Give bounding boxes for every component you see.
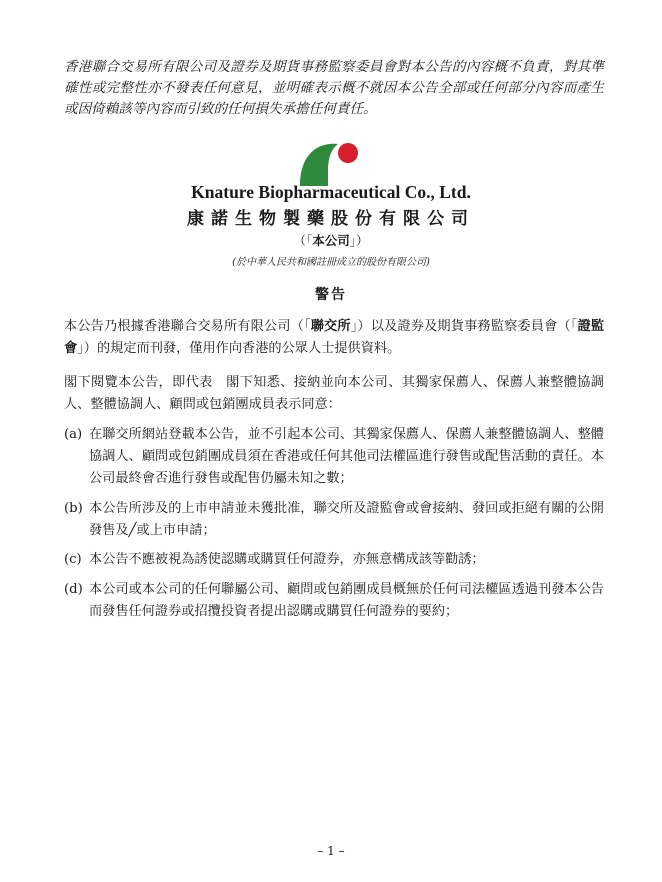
para1-text-3: 」）的規定而刊發，僅用作向香港的公眾人士提供資料。 — [77, 341, 401, 356]
list-item-label: (d) — [64, 582, 83, 597]
page-number: – 1 – — [317, 844, 345, 858]
para1-term-exchange: 聯交所 — [310, 319, 351, 334]
list-item-label: (c) — [64, 552, 82, 567]
para1-term-sfc: 證監會 — [64, 319, 605, 356]
list-item-text: 本公告不應被視為誘使認購或購買任何證券，亦無意構成該等勸誘； — [89, 552, 485, 567]
list-item-text: 在聯交所網站登載本公告，並不引起本公司、其獨家保薦人、保薦人兼整體協調人、整體協調人、顧問或包銷團成員須在香港或任何其他司法權區進行發售或配售活動的責任。本公司最終會否進行發售或配售仍屬未知之數； — [89, 427, 604, 486]
para1-text-1: 本公告乃根據香港聯合交易所有限公司（「 — [64, 319, 311, 334]
disclaimer-text: 香港聯合交易所有限公司及證券及期貨事務監察委員會對本公告的內容概不負責，對其準確性或完整性亦不發表任何意見，並明確表示概不就因本公告全部或任何部分內容而產生或因倚賴該等內容而引致的任何損失承擔任何責任。 — [64, 59, 604, 117]
paragraph-acknowledgement: 閣下閱覽本公告，即代表 閣下知悉、接納並向本公司、其獨家保薦人、保薦人兼整體協調人、整體協調人、顧問或包銷團成員表示同意： — [64, 375, 604, 412]
company-logo — [298, 138, 364, 188]
warning-heading: 警告 — [315, 287, 347, 303]
company-name-en: Knature Biopharmaceutical Co., Ltd. — [191, 182, 471, 202]
abbrev-suffix: 」） — [349, 233, 369, 248]
list-item-text: 本公司或本公司的任何聯屬公司、顧問或包銷團成員概無於任何司法權區透過刊發本公告而發售任何證券或招攬投資者提出認購或購買任何證券的要約； — [89, 582, 604, 619]
incorporation-note: (於中華人民共和國註冊成立的股份有限公司) — [232, 257, 430, 268]
paragraph-purpose — [64, 316, 604, 360]
list-item-label: (b) — [64, 501, 83, 516]
abbrev-prefix: （「 — [293, 233, 313, 248]
logo-red-dot — [338, 143, 358, 163]
list-item-text: 本公告所涉及的上市申請並未獲批准，聯交所及證監會或會接納、發回或拒絕有關的公開發售及╱或上市申請； — [89, 501, 604, 538]
company-abbreviation — [0, 231, 662, 249]
company-name-zh: 康諾生物製藥股份有限公司 — [187, 209, 475, 229]
para1-text-2: 」）以及證券及期貨事務監察委員會（「 — [350, 319, 578, 334]
logo-green-shape — [300, 144, 338, 186]
list-item-label: (a) — [64, 427, 83, 442]
abbrev-term: 本公司 — [312, 233, 350, 248]
